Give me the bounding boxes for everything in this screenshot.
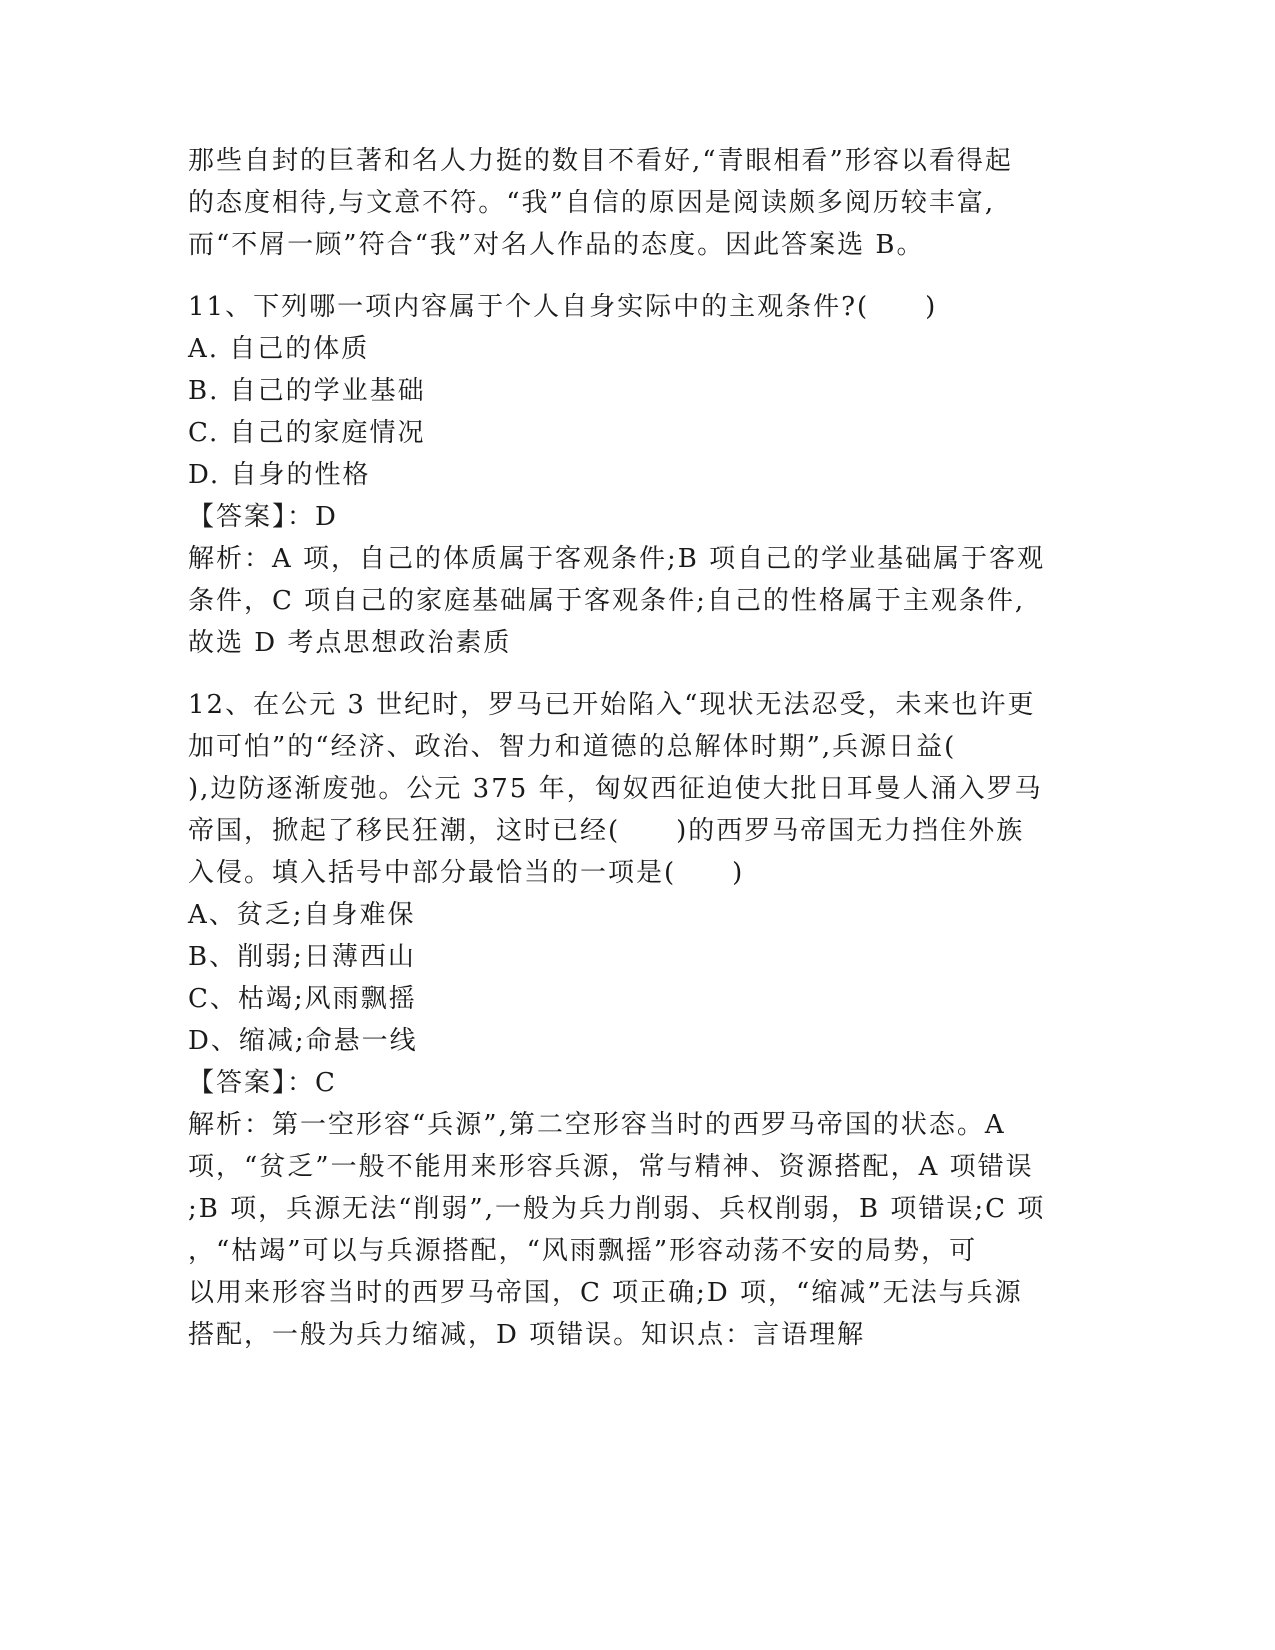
question-12-explanation-line: 项，“贫乏”一般不能用来形容兵源，常与精神、资源搭配，A 项错误 <box>188 1152 1034 1182</box>
prev-explanation-line: 的态度相待,与文意不符。“我”自信的原因是阅读颇多阅历较丰富, <box>188 188 996 218</box>
question-11-option-d: D. 自身的性格 <box>188 460 371 490</box>
prev-explanation-line: 而“不屑一顾”符合“我”对名人作品的态度。因此答案选 B。 <box>188 230 925 260</box>
question-11-explanation-line: 故选 D 考点思想政治素质 <box>188 628 512 658</box>
prev-explanation-line: 那些自封的巨著和名人力挺的数目不看好,“青眼相看”形容以看得起 <box>188 146 1013 176</box>
question-12-explanation-line: ，“枯竭”可以与兵源搭配，“风雨飘摇”形容动荡不安的局势，可 <box>188 1236 978 1266</box>
question-12-option-d: D、缩减;命悬一线 <box>188 1026 418 1056</box>
question-11-option-a: A. 自己的体质 <box>188 334 370 364</box>
question-12-option-c: C、枯竭;风雨飘摇 <box>188 984 417 1014</box>
question-12-stem-line: 帝国，掀起了移民狂潮，这时已经( )的西罗马帝国无力挡住外族 <box>188 816 1025 846</box>
question-12-option-b: B、削弱;日薄西山 <box>188 942 416 972</box>
question-12-option-a: A、贫乏;自身难保 <box>188 900 416 930</box>
question-12-explanation-line: 搭配，一般为兵力缩减，D 项错误。知识点：言语理解 <box>188 1320 866 1350</box>
question-12-stem-line: ),边防逐渐废弛。公元 375 年，匈奴西征迫使大批日耳曼人涌入罗马 <box>188 774 1043 804</box>
question-12-stem-line: 12、在公元 3 世纪时，罗马已开始陷入“现状无法忍受，未来也许更 <box>188 690 1036 720</box>
question-11-answer: 【答案】：D <box>188 502 338 532</box>
question-12-stem-line: 入侵。填入括号中部分最恰当的一项是( ) <box>188 858 745 888</box>
question-12-answer: 【答案】：C <box>188 1068 337 1098</box>
question-11-explanation-line: 解析：A 项，自己的体质属于客观条件;B 项自己的学业基础属于客观 <box>188 544 1046 574</box>
question-12-explanation-line: 解析：第一空形容“兵源”,第二空形容当时的西罗马帝国的状态。A <box>188 1110 1006 1140</box>
question-11-stem: 11、下列哪一项内容属于个人自身实际中的主观条件?( ) <box>188 292 938 322</box>
question-12-explanation-line: ;B 项，兵源无法“削弱”,一般为兵力削弱、兵权削弱，B 项错误;C 项 <box>188 1194 1046 1224</box>
question-11-option-b: B. 自己的学业基础 <box>188 376 426 406</box>
question-12-stem-line: 加可怕”的“经济、政治、智力和道德的总解体时期”,兵源日益( <box>188 732 957 762</box>
question-12-explanation-line: 以用来形容当时的西罗马帝国，C 项正确;D 项，“缩减”无法与兵源 <box>188 1278 1023 1308</box>
question-11-explanation-line: 条件，C 项自己的家庭基础属于客观条件;自己的性格属于主观条件, <box>188 586 1026 616</box>
question-11-option-c: C. 自己的家庭情况 <box>188 418 426 448</box>
